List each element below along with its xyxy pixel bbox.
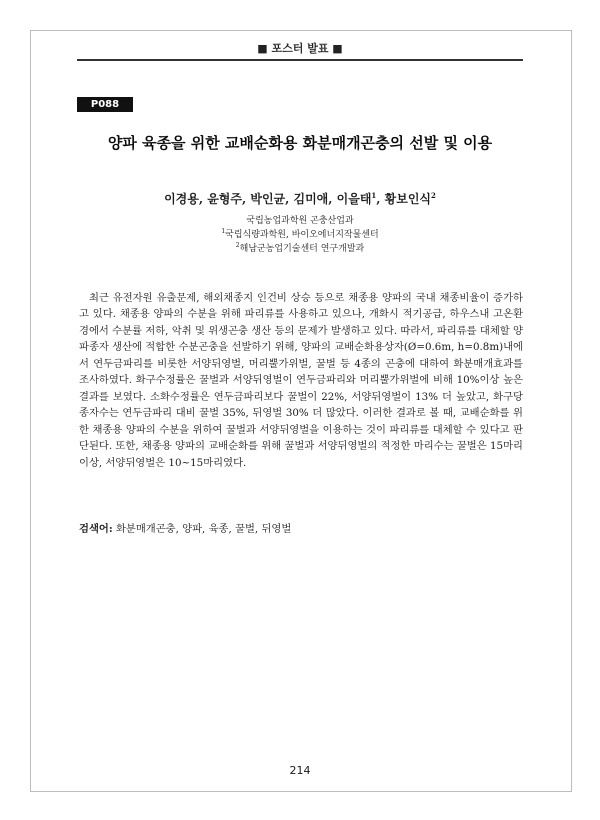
author-name: 이경용 [164,192,199,206]
page-number: 214 [289,764,311,777]
poster-id-badge: P088 [77,97,133,112]
affiliation-text: 국립농업과학원 곤충산업과 [246,216,354,226]
paper-title: 양파 육종을 위한 교배순화용 화분매개곤충의 선발 및 이용 [107,134,493,152]
author-affiliation-mark: 1 [371,191,377,200]
author-name: 황보인식 [384,192,432,206]
author-name: 윤형주 [207,192,242,206]
affiliation-line [77,213,523,226]
author-affiliation-mark: 2 [431,191,436,200]
keywords-text: 화분매개곤충, 양파, 육종, 꿀벌, 뒤영벌 [115,523,292,535]
affiliation-mark: 1 [221,228,226,235]
keywords-line [79,520,523,535]
author-name: 박인균 [250,192,286,206]
affiliation-line [77,227,523,240]
header-divider [77,59,523,61]
author-list: 이경용, 윤형주, 박인균, 김미애, 이을태$^1$, 황보인식$^2$ [164,191,436,206]
section-label: ■ 포스터 발표 ■ [257,42,343,55]
affiliation-text: 국립식량과학원, 바이오에너지작물센터 [225,230,379,240]
abstract-body: 최근 유전자원 유출문제, 해외채종지 인건비 상승 등으로 채종용 양파의 국내 채종비율이 증가하고 있다. 채종용 양파의 수분을 위해 파리류를 사용하고 있으나, 개화시 적기공급, 하우스내 고온환경에서 수분률 저하, 악취 및 위생곤충 생산 등의 문제가 발생하고 있다. 따라서, 파리류를 대체할 양파종자 생산에 적합한 수분곤충을 선발하기 위해, 양파의 교배순화용상자(Ø=0.6m, h=0.8m)내에서 연두금파리를 비롯한 서양뒤영벌, 머리뿔가위벌, 꿀벌 등 4종의 곤충에 대하여 화분매개효과를 조사하였다. 화구수정률은 꿀벌과 서양뒤영벌이 연두금파리와 머리뿔가위벌에 비해 10%이상 높은 결과를 보였다. 소화수정률은 연두금파리보다 꿀벌이 22%, 서양뒤영벌이 13% 더 높았고, 화구당 종자수는 연두금파리 대비 꿀벌 35%, 뒤영벌 30% 더 많았다. 이러한 결과로 볼 때, 교배순화를 위한 채종용 양파의 수분을 위하여 꿀벌과 서양뒤영벌을 이용하는 것이 파리류를 대체할 수 있다고 판단된다. 또한, 채종용 양파의 교배순화를 위해 꿀벌과 서양뒤영벌의 적정한 마리수는 꿀벌은 15마리 이상, 서양뒤영벌은 10~15마리였다. [79,292,523,469]
affiliation-text: 해남군농업기술센터 연구개발과 [239,244,365,254]
affiliation-line [77,241,523,254]
keywords-label: 검색어: [79,523,113,535]
affiliation-mark: 2 [235,242,240,249]
author-name: 김미애 [293,192,329,206]
author-name: 이을태 [336,192,372,206]
